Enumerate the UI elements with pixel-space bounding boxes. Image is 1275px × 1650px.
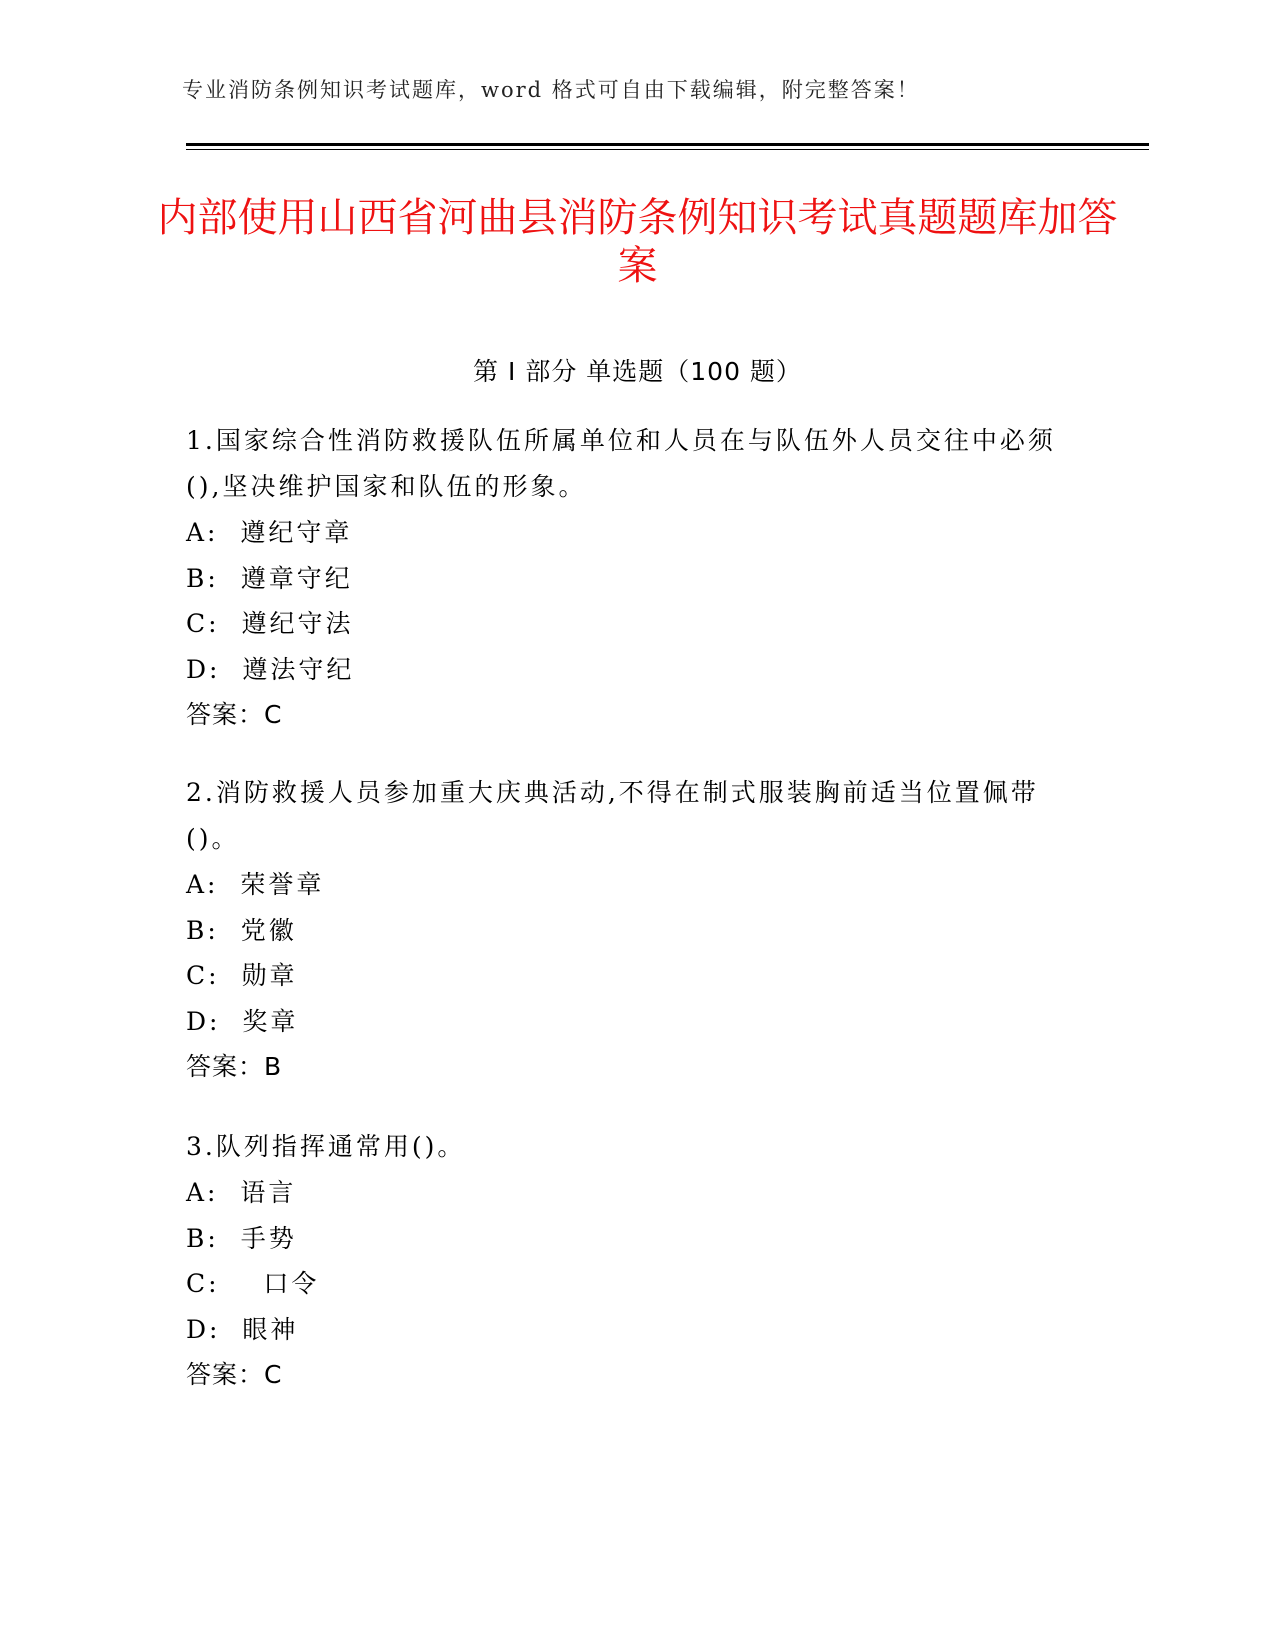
option-a: A: 遵纪守章 bbox=[186, 518, 353, 547]
question-2 bbox=[186, 770, 1086, 1090]
option-b: B: 党徽 bbox=[186, 915, 297, 945]
question-3 bbox=[186, 1124, 1086, 1398]
page-header-text: 专业消防条例知识考试题库，word 格式可自由下载编辑，附完整答案！ bbox=[182, 78, 920, 102]
question-stem: 3.队列指挥通常用()。 bbox=[186, 1132, 466, 1161]
option-c: C: 遵纪守法 bbox=[186, 609, 354, 638]
option-c: C: 口令 bbox=[186, 1269, 320, 1298]
answer-line: 答案：C bbox=[186, 1360, 283, 1389]
header-divider-thin bbox=[186, 149, 1149, 150]
option-d: D: 遵法守纪 bbox=[186, 654, 355, 684]
answer-line: 答案：C bbox=[186, 700, 283, 729]
question-stem: 1.国家综合性消防救援队伍所属单位和人员在与队伍外人员交往中必须(),坚决维护国家和队伍的形象。 bbox=[186, 426, 1056, 501]
option-c: C: 勋章 bbox=[186, 961, 298, 990]
option-d: D: 奖章 bbox=[186, 1006, 299, 1036]
option-b: B: 手势 bbox=[186, 1223, 297, 1253]
section-heading: 第 I 部分 单选题（100 题） bbox=[473, 357, 802, 386]
header-divider-thick bbox=[186, 143, 1149, 146]
option-d: D: 眼神 bbox=[186, 1314, 299, 1344]
option-a: A: 荣誉章 bbox=[186, 870, 325, 899]
option-a: A: 语言 bbox=[186, 1178, 297, 1207]
question-stem: 2.消防救援人员参加重大庆典活动,不得在制式服装胸前适当位置佩带()。 bbox=[186, 778, 1039, 853]
answer-line: 答案：B bbox=[186, 1052, 283, 1081]
document-title: 内部使用山西省河曲县消防条例知识考试真题题库加答案 bbox=[157, 195, 1118, 289]
option-b: B: 遵章守纪 bbox=[186, 563, 353, 593]
question-1 bbox=[186, 418, 1086, 738]
